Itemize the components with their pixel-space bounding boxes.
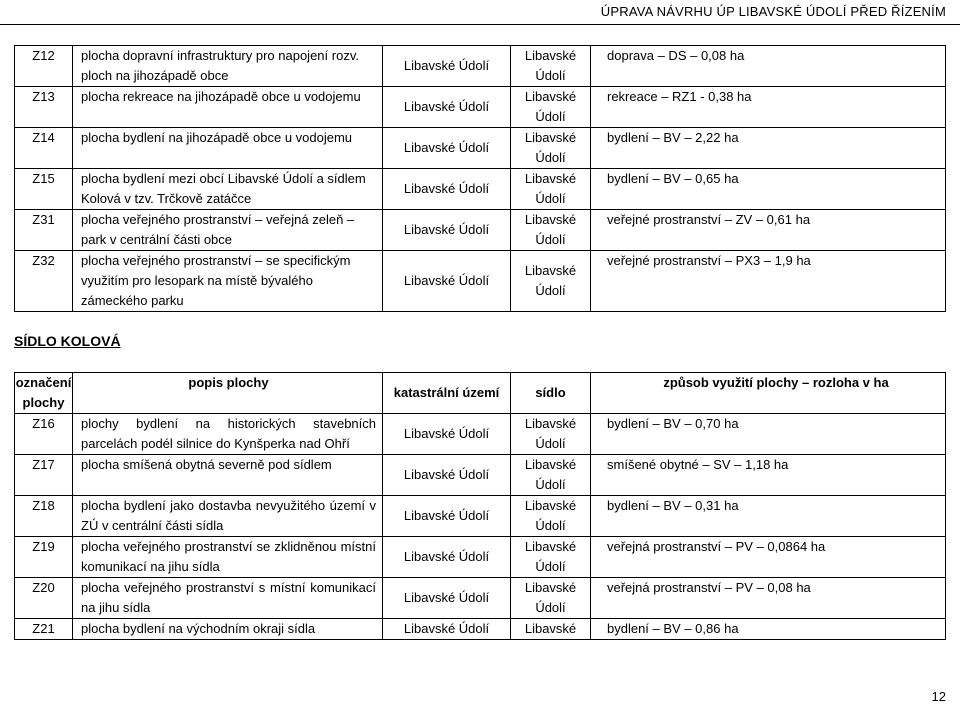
section-title: SÍDLO KOLOVÁ — [14, 333, 121, 349]
area-description: plocha bydlení mezi obcí Libavské Údolí a sídlem Kolová v tzv. Trčkově zatáčce — [73, 169, 383, 210]
table-row — [15, 128, 946, 169]
area-description: plocha bydlení na jihozápadě obce u vodojemu — [73, 128, 383, 169]
header-settlement: sídlo — [511, 373, 591, 414]
area-id: Z12 — [15, 46, 73, 87]
cadastral-area: Libavské Údolí — [383, 87, 511, 128]
header-cadastral-area: katastrální území — [383, 373, 511, 414]
areas-table-kolova — [14, 372, 946, 640]
area-description: plocha dopravní infrastruktury pro napojení rozv. ploch na jihozápadě obce — [73, 46, 383, 87]
table-row — [15, 537, 946, 578]
page-number: 12 — [931, 689, 946, 704]
area-id: Z16 — [15, 414, 73, 455]
settlement: Libavské Údolí — [511, 87, 591, 128]
table-row — [15, 496, 946, 537]
land-use: veřejné prostranství – PX3 – 1,9 ha — [591, 251, 946, 312]
header-description: popis plochy — [73, 373, 383, 414]
settlement: Libavské Údolí — [511, 251, 591, 312]
cadastral-area: Libavské Údolí — [383, 169, 511, 210]
header-id: označení plochy — [15, 373, 73, 414]
table-row — [15, 455, 946, 496]
area-id: Z21 — [15, 619, 73, 640]
land-use: bydlení – BV – 0,86 ha — [591, 619, 946, 640]
land-use: smíšené obytné – SV – 1,18 ha — [591, 455, 946, 496]
land-use: bydlení – BV – 0,31 ha — [591, 496, 946, 537]
cadastral-area: Libavské Údolí — [383, 414, 511, 455]
area-id: Z31 — [15, 210, 73, 251]
cadastral-area: Libavské Údolí — [383, 251, 511, 312]
area-description: plocha veřejného prostranství – veřejná zeleň – park v centrální části obce — [73, 210, 383, 251]
table-header-row — [15, 373, 946, 414]
land-use: bydlení – BV – 2,22 ha — [591, 128, 946, 169]
area-id: Z20 — [15, 578, 73, 619]
cadastral-area: Libavské Údolí — [383, 128, 511, 169]
land-use: doprava – DS – 0,08 ha — [591, 46, 946, 87]
areas-table-libavske-udoli — [14, 45, 946, 312]
land-use: veřejné prostranství – ZV – 0,61 ha — [591, 210, 946, 251]
table-row — [15, 46, 946, 87]
settlement: Libavské Údolí — [511, 128, 591, 169]
table-row — [15, 87, 946, 128]
cadastral-area: Libavské Údolí — [383, 46, 511, 87]
settlement: Libavské Údolí — [511, 210, 591, 251]
area-description: plocha veřejného prostranství – se specifickým využitím pro lesopark na místě bývalého zámeckého parku — [73, 251, 383, 312]
settlement: Libavské Údolí — [511, 414, 591, 455]
area-id: Z18 — [15, 496, 73, 537]
header-land-use: způsob využití plochy – rozloha v ha — [591, 373, 946, 414]
area-description: plocha bydlení na východním okraji sídla — [73, 619, 383, 640]
cadastral-area: Libavské Údolí — [383, 619, 511, 640]
settlement: Libavské Údolí — [511, 46, 591, 87]
settlement: Libavské Údolí — [511, 455, 591, 496]
area-id: Z14 — [15, 128, 73, 169]
land-use: bydlení – BV – 0,65 ha — [591, 169, 946, 210]
area-description: plocha rekreace na jihozápadě obce u vodojemu — [73, 87, 383, 128]
cadastral-area: Libavské Údolí — [383, 496, 511, 537]
table-row — [15, 619, 946, 640]
table-row — [15, 414, 946, 455]
area-id: Z17 — [15, 455, 73, 496]
area-id: Z19 — [15, 537, 73, 578]
area-id: Z32 — [15, 251, 73, 312]
settlement: Libavské Údolí — [511, 578, 591, 619]
area-description: plocha smíšená obytná severně pod sídlem — [73, 455, 383, 496]
land-use: veřejná prostranství – PV – 0,08 ha — [591, 578, 946, 619]
table-row — [15, 169, 946, 210]
land-use: rekreace – RZ1 - 0,38 ha — [591, 87, 946, 128]
area-id: Z13 — [15, 87, 73, 128]
cadastral-area: Libavské Údolí — [383, 210, 511, 251]
document-title: ÚPRAVA NÁVRHU ÚP LIBAVSKÉ ÚDOLÍ PŘED ŘÍZENÍM — [600, 4, 946, 19]
settlement: Libavské — [511, 619, 591, 640]
cadastral-area: Libavské Údolí — [383, 578, 511, 619]
area-description: plocha veřejného prostranství s místní komunikací na jihu sídla — [73, 578, 383, 619]
cadastral-area: Libavské Údolí — [383, 455, 511, 496]
land-use: veřejná prostranství – PV – 0,0864 ha — [591, 537, 946, 578]
cadastral-area: Libavské Údolí — [383, 537, 511, 578]
area-id: Z15 — [15, 169, 73, 210]
table-row — [15, 251, 946, 312]
area-description: plochy bydlení na historických stavebních parcelách podél silnice do Kynšperka nad Ohří — [73, 414, 383, 455]
settlement: Libavské Údolí — [511, 496, 591, 537]
table-row — [15, 210, 946, 251]
area-description: plocha bydlení jako dostavba nevyužitého území v ZÚ v centrální části sídla — [73, 496, 383, 537]
area-description: plocha veřejného prostranství se zklidněnou místní komunikací na jihu sídla — [73, 537, 383, 578]
settlement: Libavské Údolí — [511, 537, 591, 578]
settlement: Libavské Údolí — [511, 169, 591, 210]
table-row — [15, 578, 946, 619]
page-header — [0, 0, 960, 25]
land-use: bydlení – BV – 0,70 ha — [591, 414, 946, 455]
